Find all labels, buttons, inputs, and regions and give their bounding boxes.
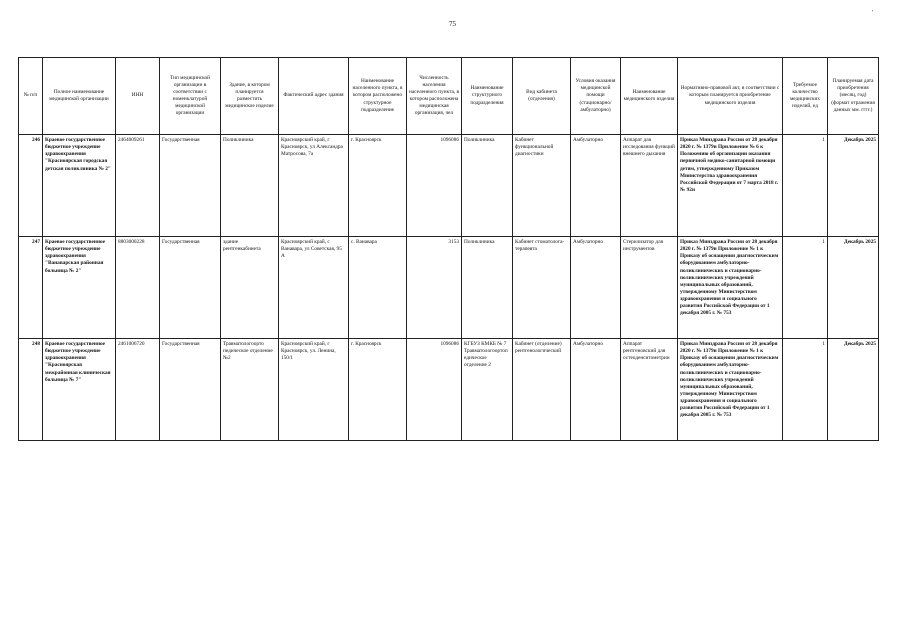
corner-mark: ' [872, 10, 874, 16]
header-cell: Численность населения населенного пункта, в котором расположена медицинская организация, чел [407, 58, 462, 135]
header-cell: ИНН [116, 58, 160, 135]
address-cell: Красноярский край, с Ванавара, ул Советская, 95 А [279, 237, 349, 339]
organization-name: Краевое государственное бюджетное учреждение здравоохранения "Красноярская межрайонная клиническая больница № 7" [43, 339, 116, 441]
quantity-cell: 1 [783, 237, 828, 339]
org-type-cell: Государственная [160, 135, 221, 237]
org-type-cell: Государственная [160, 237, 221, 339]
date-cell: Декабрь 2025 [828, 237, 879, 339]
table-header-row [19, 58, 879, 135]
organization-name: Краевое государственное бюджетное учреждение здравоохранения "Ванаварская районная больница № 2" [43, 237, 116, 339]
legal-act-cell: Приказ Минздрава России от 28 декабря 2020 г. № 1379н Приложение № 1 к Приказу об оснащении диагностическим оборудованием амбулаторно-поликлинических и стационарно-поликлинических учреждений муниципальных образований, утвержденному Министерством здравоохранения и социального развития Российской Федерации от 1 декабря 2005 г. № 753 [678, 339, 783, 441]
device-cell: Стерилизатор для инструментов [621, 237, 678, 339]
table-row [19, 339, 879, 441]
date-cell: Декабрь 2025 [828, 135, 879, 237]
org-type-cell: Государственная [160, 339, 221, 441]
header-cell: Требуемое количество медицинских изделий, ед [783, 58, 828, 135]
device-cell: Аппарат рентгеновский для остеоденситометрии [621, 339, 678, 441]
header-cell: Наименование населенного пункта, в котором расположено структурное подразделение [349, 58, 407, 135]
population-cell: 1096086 [407, 135, 462, 237]
page-number: 75 [449, 20, 456, 28]
row-number: 246 [19, 135, 43, 237]
header-cell: № п/п [19, 58, 43, 135]
building-cell: Поликлиника [221, 135, 279, 237]
header-cell: Нормативно-правовой акт, в соответствии с которым планируется приобретение медицинского изделия [678, 58, 783, 135]
inn-cell: 2461006720 [116, 339, 160, 441]
date-cell: Декабрь 2025 [828, 339, 879, 441]
settlement-cell: г. Красноярск [349, 135, 407, 237]
header-cell: Наименование структурного подразделения [462, 58, 513, 135]
building-cell: здание рентгенкабинета [221, 237, 279, 339]
header-cell: Здание, в котором планируется разместить медицинское изделие [221, 58, 279, 135]
unit-cell: Поликлиника [462, 135, 513, 237]
table-row [19, 237, 879, 339]
legal-act-cell: Приказ Минздрава России от 28 декабря 2020 г. № 1379н Приложение № 6 к Положению об организации оказания первичной медико-санитарной помощи детям, утвержденному Приказом Министерства здравоохранения Российской Федерации от 7 марта 2018 г. № 92н [678, 135, 783, 237]
inn-cell: 8803000228 [116, 237, 160, 339]
inn-cell: 2464009261 [116, 135, 160, 237]
header-cell: Тип медицинской организации в соответствии с номенклатурой медицинской организации [160, 58, 221, 135]
conditions-cell: Амбулаторно [571, 237, 621, 339]
header-cell: Вид кабинета (отделения) [513, 58, 571, 135]
header-cell: Фактический адрес здания [279, 58, 349, 135]
header-cell: Планируемая дата приобретения (месяц, год) (формат отражения данных мм. гггг.) [828, 58, 879, 135]
quantity-cell: 1 [783, 135, 828, 237]
population-cell: 3153 [407, 237, 462, 339]
header-cell: Полное наименование медицинской организации [43, 58, 116, 135]
address-cell: Красноярский край, г Красноярск, ул Александра Матросова, 7а [279, 135, 349, 237]
address-cell: Красноярский край, г Красноярск, ул. Ленина, 150/1 [279, 339, 349, 441]
settlement-cell: с. Ванавара [349, 237, 407, 339]
table-row [19, 135, 879, 237]
unit-cell: КГБУЗ КМКБ № 7 Травматологоортопедическое отделение 2 [462, 339, 513, 441]
room-cell: Кабинет стоматолога-терапевта [513, 237, 571, 339]
row-number: 248 [19, 339, 43, 441]
organization-name: Краевое государственное бюджетное учреждение здравоохранения "Красноярская городская детская поликлиника № 2" [43, 135, 116, 237]
equipment-table [18, 57, 879, 441]
device-cell: Аппарат для исследования функций внешнего дыхания [621, 135, 678, 237]
quantity-cell: 1 [783, 339, 828, 441]
conditions-cell: Амбулаторно [571, 339, 621, 441]
row-number: 247 [19, 237, 43, 339]
population-cell: 1096086 [407, 339, 462, 441]
legal-act-cell: Приказ Минздрава России от 28 декабря 2020 г. № 1379н Приложение № 1 к Приказу об оснащении диагностическим оборудованием амбулаторно-поликлинических и стационарно-поликлинических учреждений муниципальных образований, утвержденному Министерством здравоохранения и социального развития Российской Федерации от 1 декабря 2005 г. № 753 [678, 237, 783, 339]
settlement-cell: г. Красноярск [349, 339, 407, 441]
header-cell: Наименование медицинского изделия [621, 58, 678, 135]
unit-cell: Поликлиника [462, 237, 513, 339]
building-cell: Травматологоорто педическое отделение №2 [221, 339, 279, 441]
room-cell: Кабинет функциональной диагностики [513, 135, 571, 237]
conditions-cell: Амбулаторно [571, 135, 621, 237]
header-cell: Условия оказания медицинской помощи (стационарно/амбулаторно) [571, 58, 621, 135]
room-cell: Кабинет (отделение) рентгенологический [513, 339, 571, 441]
